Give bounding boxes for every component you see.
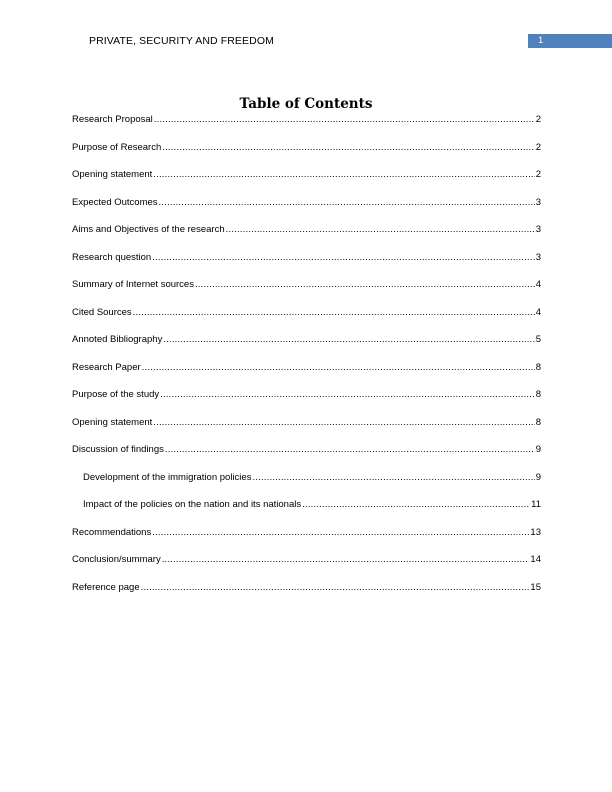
toc-entry[interactable]: [72, 142, 541, 170]
page-number: 1: [538, 35, 544, 46]
toc-entry-text: Opening statement: [72, 416, 153, 428]
toc-entry-text: Annoted Bibliography: [72, 334, 163, 345]
toc-entry[interactable]: [72, 197, 541, 225]
toc-entry-text: Expected Outcomes: [72, 196, 158, 208]
toc-entry-page: 9: [535, 471, 541, 483]
toc-entry-text: Conclusion/summary: [72, 554, 161, 565]
toc-entry-page: 4: [535, 279, 541, 290]
toc-leader-dots: [226, 224, 535, 235]
toc-entry-page: 15: [530, 581, 541, 593]
toc-entry[interactable]: [72, 114, 541, 142]
toc-entry[interactable]: [72, 169, 541, 197]
toc-entry-text: Aims and Objectives of the research: [72, 224, 225, 235]
toc-entry-text: Cited Sources: [72, 306, 132, 318]
toc-entry[interactable]: [72, 417, 541, 445]
toc-entry-text: Impact of the policies on the nation and its nationals: [83, 499, 302, 510]
toc-subentry[interactable]: [72, 499, 541, 527]
toc-entry[interactable]: [72, 279, 541, 307]
toc-entry-page: 8: [535, 389, 541, 400]
toc-entry-page: 8: [535, 416, 541, 428]
toc-leader-dots: [152, 252, 534, 263]
toc-leader-dots: [302, 499, 530, 510]
toc-entry-text: Research question: [72, 251, 152, 263]
toc-entry-text: Purpose of Research: [72, 141, 162, 153]
toc-leader-dots: [162, 554, 530, 565]
toc-entry-page: 13: [530, 526, 541, 538]
toc-leader-dots: [165, 444, 535, 455]
toc-entry-page: 8: [535, 361, 541, 373]
toc-entry[interactable]: [72, 444, 541, 472]
toc-entry-page: 3: [535, 196, 541, 208]
table-of-contents: [72, 114, 541, 609]
toc-entry[interactable]: [72, 554, 541, 582]
toc-entry-page: 3: [535, 251, 541, 263]
toc-entry-page: 2: [535, 169, 541, 180]
running-header: PRIVATE, SECURITY AND FREEDOM: [89, 35, 274, 47]
toc-title: Table of Contents: [239, 96, 373, 112]
toc-leader-dots: [153, 417, 534, 428]
toc-entry-page: 4: [535, 306, 541, 318]
toc-entry-text: Reference page: [72, 581, 140, 593]
toc-entry[interactable]: [72, 307, 541, 335]
toc-entry-text: Opening statement: [72, 169, 153, 180]
toc-entry[interactable]: [72, 527, 541, 555]
page-number-badge: [528, 34, 612, 48]
toc-entry-page: 11: [531, 499, 541, 510]
toc-entry-page: 2: [535, 141, 541, 153]
toc-leader-dots: [153, 169, 534, 180]
toc-subentry[interactable]: [72, 472, 541, 500]
toc-entry-text: Purpose of the study: [72, 389, 160, 400]
toc-entry-text: Research Paper: [72, 361, 141, 373]
toc-entry[interactable]: [72, 334, 541, 362]
toc-leader-dots: [133, 307, 535, 318]
toc-leader-dots: [195, 279, 535, 290]
toc-leader-dots: [152, 527, 529, 538]
toc-leader-dots: [154, 114, 535, 125]
toc-entry-text: Recommendations: [72, 526, 152, 538]
toc-entry-text: Discussion of findings: [72, 444, 164, 455]
toc-leader-dots: [162, 142, 534, 153]
toc-entry-page: 2: [535, 114, 541, 125]
toc-leader-dots: [159, 197, 535, 208]
toc-entry-text: Research Proposal: [72, 114, 153, 125]
toc-leader-dots: [163, 334, 534, 345]
toc-leader-dots: [252, 472, 534, 483]
toc-entry-page: 14: [530, 554, 541, 565]
toc-entry[interactable]: [72, 582, 541, 610]
toc-leader-dots: [141, 582, 530, 593]
toc-entry-page: 3: [535, 224, 541, 235]
toc-entry[interactable]: [72, 224, 541, 252]
toc-leader-dots: [160, 389, 535, 400]
toc-entry-page: 5: [535, 334, 541, 345]
toc-entry-text: Summary of Internet sources: [72, 279, 194, 290]
toc-entry[interactable]: [72, 389, 541, 417]
toc-leader-dots: [142, 362, 535, 373]
toc-entry[interactable]: [72, 362, 541, 390]
toc-entry[interactable]: [72, 252, 541, 280]
toc-entry-text: Development of the immigration policies: [83, 471, 252, 483]
toc-entry-page: 9: [535, 444, 541, 455]
